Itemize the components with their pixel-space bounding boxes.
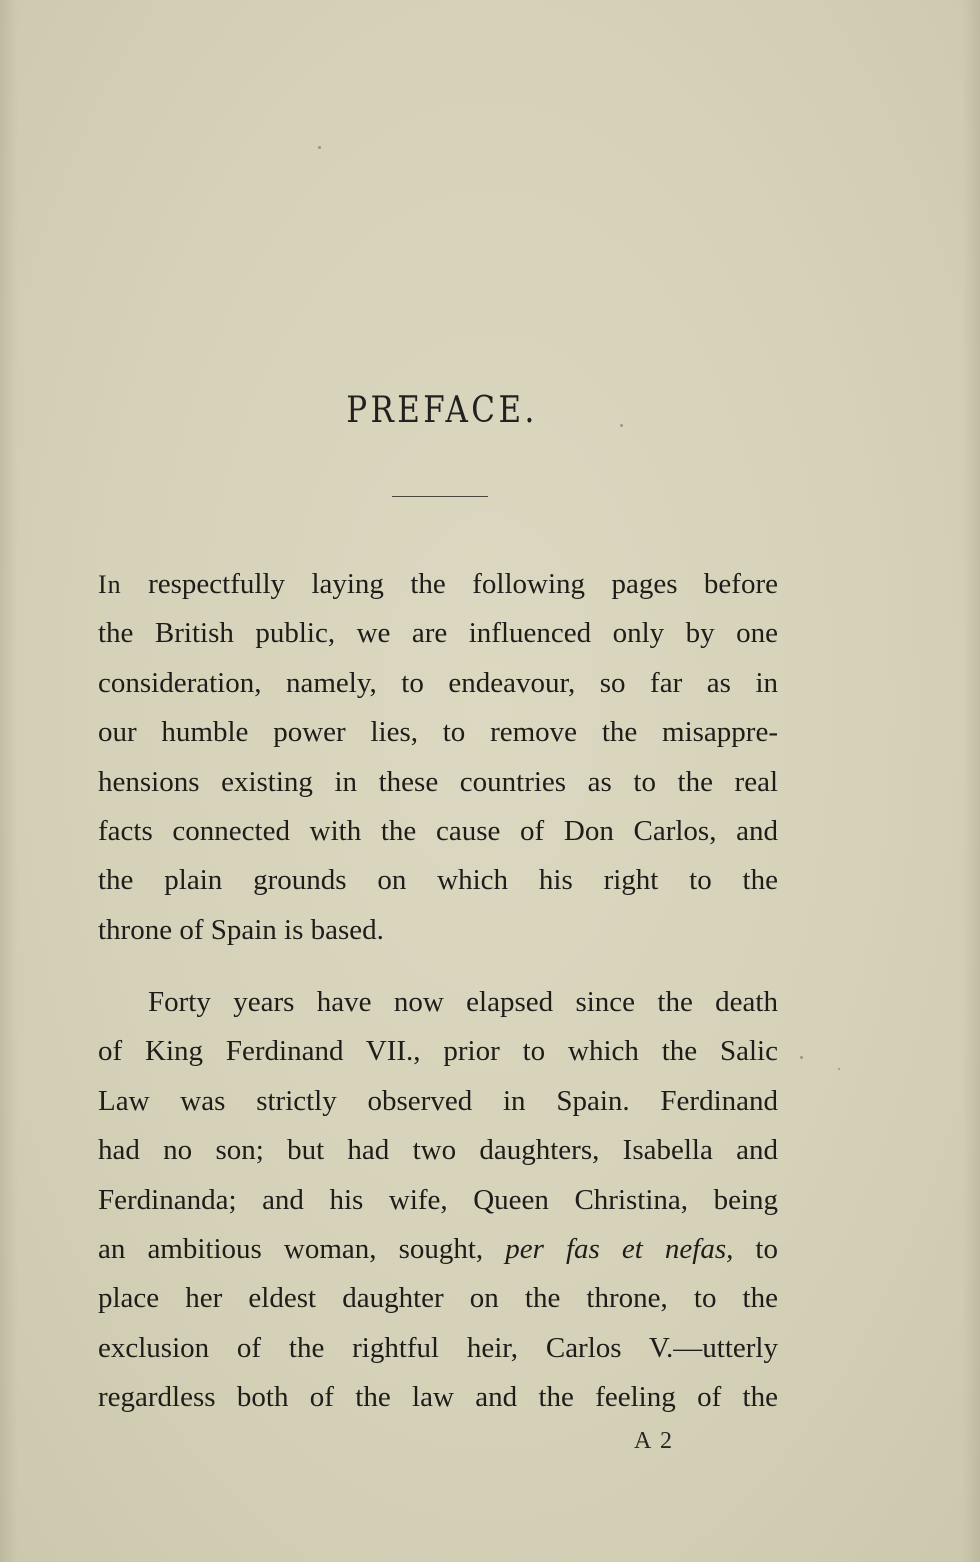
drop-smallcaps-lead: In xyxy=(98,570,122,599)
paper-speck xyxy=(318,146,321,149)
paragraph-2-line: place her eldest daughter on the throne, to the xyxy=(98,1282,778,1315)
paragraph-2-line xyxy=(98,1225,778,1274)
paragraph-1-line: hensions existing in these countries as to the real xyxy=(98,765,778,798)
paragraph-2-line: had no son; but had two daughters, Isabella and xyxy=(98,1134,778,1167)
paragraph-1 xyxy=(98,560,778,955)
line-text: an ambitious woman, sought, xyxy=(98,1232,506,1265)
paper-speck xyxy=(800,1056,803,1059)
latin-phrase: per fas et nefas, xyxy=(505,1232,734,1265)
paragraph-2-line: exclusion of the rightful heir, Carlos V.—utterly xyxy=(98,1331,778,1364)
paragraph-2-line: Forty years have now elapsed since the death xyxy=(148,986,778,1018)
page-edge-shadow-left xyxy=(0,0,18,1562)
paragraph-2-line: regardless both of the law and the feeling of the xyxy=(98,1381,778,1414)
paragraph-2-line: Ferdinanda; and his wife, Queen Christina, being xyxy=(98,1183,778,1216)
paragraph-1-line xyxy=(98,560,778,609)
paragraph-2-line: Law was strictly observed in Spain. Ferdinand xyxy=(98,1084,778,1117)
page-edge-shadow-right xyxy=(962,0,980,1562)
paragraph-1-line: throne of Spain is based. xyxy=(98,913,384,946)
line-text: to xyxy=(733,1232,778,1265)
title-divider xyxy=(392,496,488,497)
line-text: respectfully laying the following pages before xyxy=(121,568,778,600)
page-title: PREFACE. xyxy=(346,390,538,431)
paragraph-2-line: of King Ferdinand VII., prior to which the Salic xyxy=(98,1035,778,1068)
paragraph-1-line: the British public, we are influenced only by one xyxy=(98,617,778,650)
printer-signature-mark: A 2 xyxy=(634,1428,675,1454)
paragraph-2 xyxy=(98,978,778,1423)
paragraph-1-line: facts connected with the cause of Don Carlos, and xyxy=(98,814,778,847)
paragraph-1-line: our humble power lies, to remove the misappre- xyxy=(98,716,778,749)
paragraph-1-line: the plain grounds on which his right to the xyxy=(98,864,778,897)
paragraph-1-line: consideration, namely, to endeavour, so far as in xyxy=(98,666,778,699)
paper-speck xyxy=(838,1068,840,1070)
